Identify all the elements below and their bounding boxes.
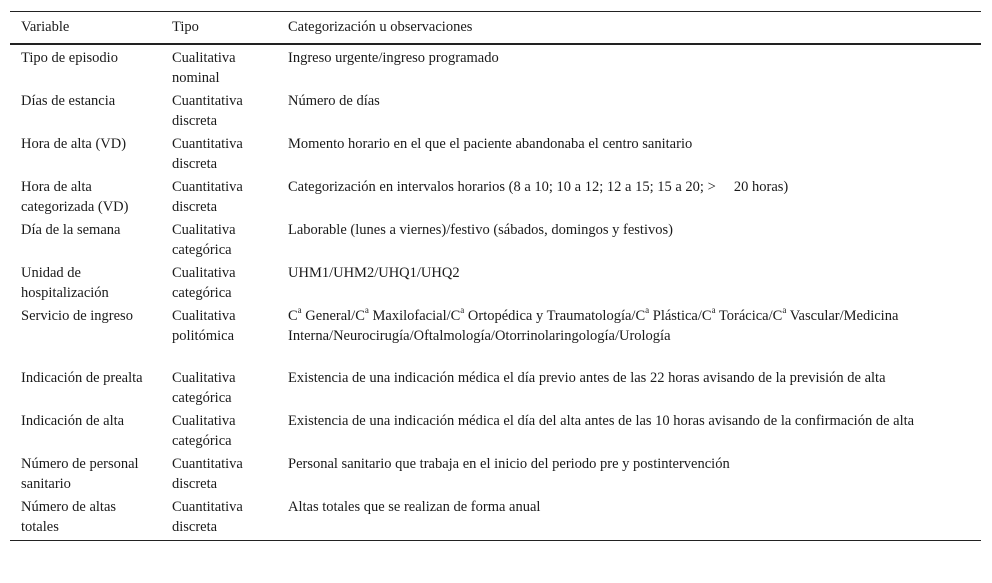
cell-observaciones bbox=[277, 303, 981, 365]
cell-observaciones: UHM1/UHM2/UHQ1/UHQ2 bbox=[288, 265, 460, 281]
cell-observaciones: Altas totales que se realizan de forma anual bbox=[288, 499, 541, 515]
cell-variable: Unidad de hospitalización bbox=[21, 265, 109, 301]
cell-variable: Indicación de alta bbox=[21, 413, 125, 429]
cell-tipo: Cuantitativa discreta bbox=[172, 456, 243, 492]
servicio-text-2: Maxilofacial/C bbox=[368, 308, 461, 324]
variables-table bbox=[10, 11, 981, 541]
servicio-text-6: Vascular/Medicina Interna/Neurocirugía/Oftalmología/Otorrinolaringología/Urología bbox=[288, 308, 899, 344]
servicio-text-0: C bbox=[288, 308, 298, 324]
cell-tipo: Cuantitativa discreta bbox=[172, 499, 243, 535]
cell-tipo: Cualitativa nominal bbox=[172, 50, 236, 86]
table-row bbox=[10, 451, 981, 494]
cell-variable: Hora de alta (VD) bbox=[21, 136, 127, 152]
cell-tipo: Cualitativa categórica bbox=[172, 413, 236, 449]
cell-tipo: Cuantitativa discreta bbox=[172, 93, 243, 129]
cell-observaciones: Ingreso urgente/ingreso programado bbox=[288, 50, 499, 66]
table-row bbox=[10, 408, 981, 451]
superscript-a: a bbox=[711, 305, 716, 316]
cell-observaciones: Laborable (lunes a viernes)/festivo (sábados, domingos y festivos) bbox=[288, 222, 673, 238]
cell-variable: Servicio de ingreso bbox=[21, 308, 133, 324]
cell-tipo: Cualitativa categórica bbox=[172, 222, 236, 258]
superscript-a: a bbox=[460, 305, 465, 316]
table-row bbox=[10, 365, 981, 408]
cell-variable: Número de altas totales bbox=[21, 499, 117, 535]
cell-observaciones: Existencia de una indicación médica el día previo antes de las 22 horas avisando de la previsión de alta bbox=[288, 370, 886, 386]
cell-variable: Número de personal sanitario bbox=[21, 456, 139, 492]
header-row bbox=[10, 12, 981, 45]
variables-table-container bbox=[10, 11, 981, 541]
cell-variable: Días de estancia bbox=[21, 93, 116, 109]
cell-tipo: Cualitativa politómica bbox=[172, 308, 236, 344]
table-row bbox=[10, 260, 981, 303]
table-row bbox=[10, 217, 981, 260]
superscript-a: a bbox=[645, 305, 650, 316]
servicio-text-1: General/C bbox=[301, 308, 365, 324]
cell-tipo: Cualitativa categórica bbox=[172, 370, 236, 406]
cell-variable: Tipo de episodio bbox=[21, 50, 118, 66]
cell-variable: Indicación de prealta bbox=[21, 370, 143, 386]
header-variable: Variable bbox=[21, 19, 70, 35]
superscript-a: a bbox=[364, 305, 369, 316]
cell-variable: Día de la semana bbox=[21, 222, 121, 238]
cell-observaciones: Personal sanitario que trabaja en el inicio del periodo pre y postintervención bbox=[288, 456, 730, 472]
servicio-text-5: Torácica/C bbox=[715, 308, 783, 324]
cell-tipo: Cualitativa categórica bbox=[172, 265, 236, 301]
table-header bbox=[10, 12, 981, 45]
table-row bbox=[10, 44, 981, 88]
cell-observaciones: Número de días bbox=[288, 93, 380, 109]
header-tipo: Tipo bbox=[172, 19, 199, 35]
table-row bbox=[10, 131, 981, 174]
cell-observaciones: Existencia de una indicación médica el día del alta antes de las 10 horas avisando de la confirmación de alta bbox=[288, 413, 915, 429]
table-row bbox=[10, 303, 981, 365]
servicio-text-4: Plástica/C bbox=[649, 308, 712, 324]
table-row bbox=[10, 174, 981, 217]
cell-variable: Hora de alta categorizada (VD) bbox=[21, 179, 129, 215]
table-row bbox=[10, 88, 981, 131]
servicio-text-3: Ortopédica y Traumatología/C bbox=[464, 308, 646, 324]
cell-tipo: Cuantitativa discreta bbox=[172, 179, 243, 215]
superscript-a: a bbox=[297, 305, 302, 316]
cell-tipo: Cuantitativa discreta bbox=[172, 136, 243, 172]
table-body bbox=[10, 44, 981, 541]
cell-observaciones: Momento horario en el que el paciente abandonaba el centro sanitario bbox=[288, 136, 693, 152]
cell-observaciones: Categorización en intervalos horarios (8 a 10; 10 a 12; 12 a 15; 15 a 20; > 20 horas) bbox=[288, 179, 789, 195]
header-observaciones: Categorización u observaciones bbox=[288, 19, 473, 35]
superscript-a: a bbox=[782, 305, 787, 316]
table-row bbox=[10, 494, 981, 541]
